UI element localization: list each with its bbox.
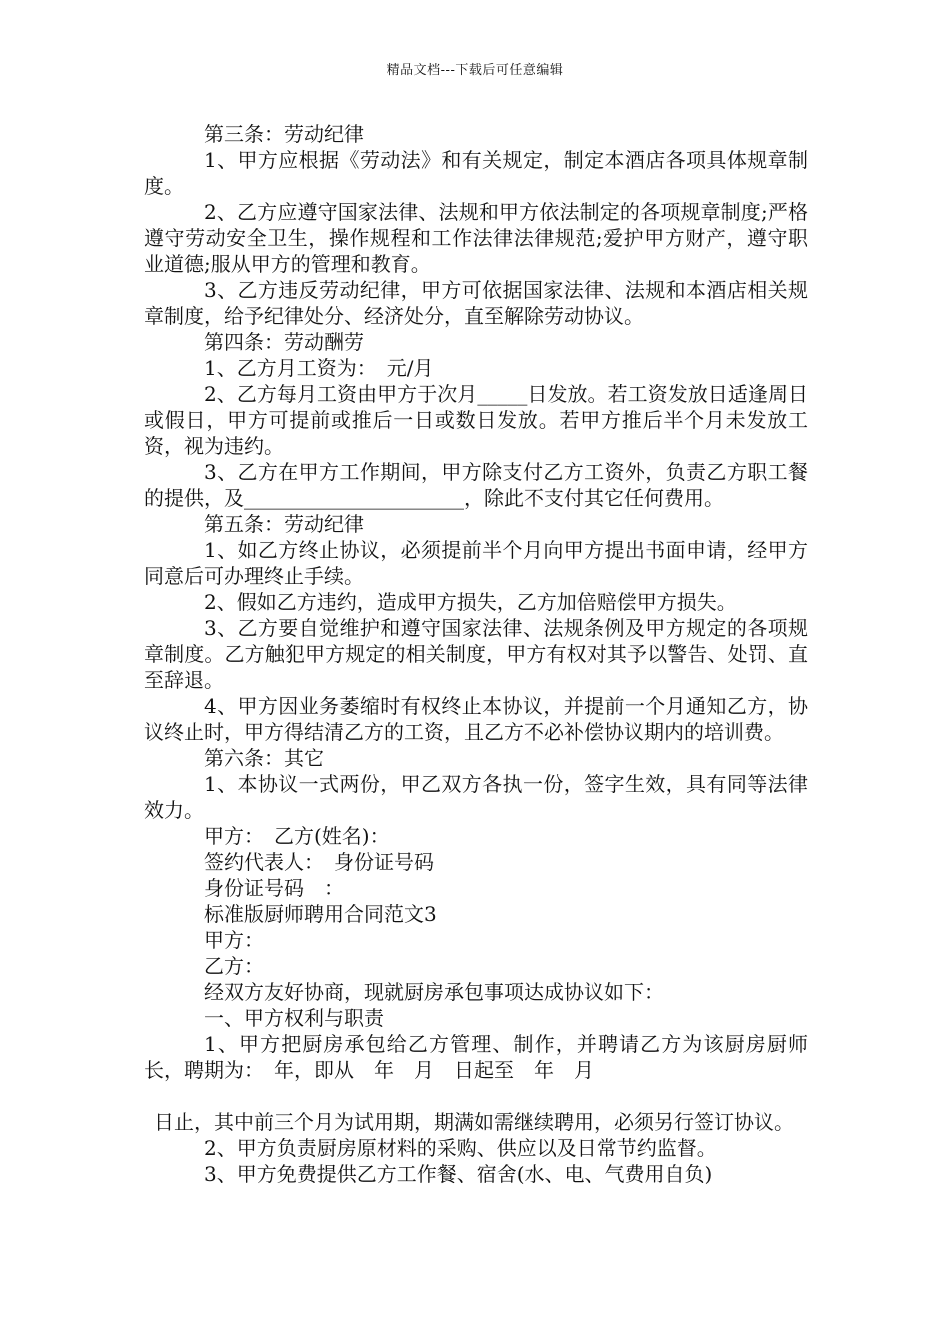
paragraph: 1、本协议一式两份，甲乙双方各执一份，签字生效，具有同等法律效力。 <box>144 772 808 822</box>
paragraph: 2、甲方负责厨房原材料的采购、供应以及日常节约监督。 <box>204 1136 717 1160</box>
document-subtitle: 标准版厨师聘用合同范文3 <box>204 902 437 926</box>
section-heading: 第三条：劳动纪律 <box>204 122 364 146</box>
paragraph: 3、甲方免费提供乙方工作餐、宿舍(水、电、气费用自负) <box>204 1162 713 1186</box>
section-heading: 第五条：劳动纪律 <box>204 512 364 536</box>
paragraph: 1、乙方月工资为： 元/月 <box>204 356 434 380</box>
signature-line: 身份证号码 ： <box>204 876 344 900</box>
paragraph: 2、假如乙方违约，造成甲方损失，乙方加倍赔偿甲方损失。 <box>204 590 737 614</box>
paragraph: 1、甲方应根据《劳动法》和有关规定，制定本酒店各项具体规章制度。 <box>144 148 808 198</box>
paragraph: 1、如乙方终止协议，必须提前半个月向甲方提出书面申请，经甲方同意后可办理终止手续。 <box>144 538 808 588</box>
paragraph: 2、乙方每月工资由甲方于次月_____日发放。若工资发放日适逢周日或假日，甲方可提前或推后一日或数日发放。若甲方推后半个月未发放工资，视为违约。 <box>144 382 808 458</box>
paragraph: 3、乙方违反劳动纪律，甲方可依据国家法律、法规和本酒店相关规章制度，给予纪律处分、经济处分，直至解除劳动协议。 <box>144 278 808 328</box>
paragraph: 2、乙方应遵守国家法律、法规和甲方依法制定的各项规章制度;严格遵守劳动安全卫生，操作规程和工作法律法律规范;爱护甲方财产，遵守职业道德;服从甲方的管理和教育。 <box>144 200 808 276</box>
paragraph: 经双方友好协商，现就厨房承包事项达成协议如下： <box>204 980 664 1004</box>
party-line: 乙方： <box>204 954 264 978</box>
section-heading: 一、甲方权利与职责 <box>204 1006 384 1030</box>
paragraph: 日止，其中前三个月为试用期，期满如需继续聘用，必须另行签订协议。 <box>154 1110 794 1134</box>
paragraph: 1、甲方把厨房承包给乙方管理、制作，并聘请乙方为该厨房厨师长，聘期为： 年，即从 年 月 日起至 年 月 <box>144 1032 808 1082</box>
signature-line: 签约代表人： 身份证号码 <box>204 850 434 874</box>
paragraph: 3、乙方要自觉维护和遵守国家法律、法规条例及甲方规定的各项规章制度。乙方触犯甲方规定的相关制度，甲方有权对其予以警告、处罚、直至辞退。 <box>144 616 808 692</box>
blank-gap <box>144 1083 808 1109</box>
page-header: 精品文档---下载后可任意编辑 <box>386 63 564 78</box>
document-body <box>144 121 808 1187</box>
paragraph: 3、乙方在甲方工作期间，甲方除支付乙方工资外，负责乙方职工餐的提供，及______________________，除此不支付其它任何费用。 <box>144 460 808 510</box>
paragraph: 4、甲方因业务萎缩时有权终止本协议，并提前一个月通知乙方，协议终止时，甲方得结清乙方的工资，且乙方不必补偿协议期内的培训费。 <box>144 694 808 744</box>
party-line: 甲方： <box>204 928 264 952</box>
section-heading: 第六条：其它 <box>204 746 324 770</box>
signature-line: 甲方： 乙方(姓名)： <box>204 824 390 848</box>
section-heading: 第四条：劳动酬劳 <box>204 330 364 354</box>
